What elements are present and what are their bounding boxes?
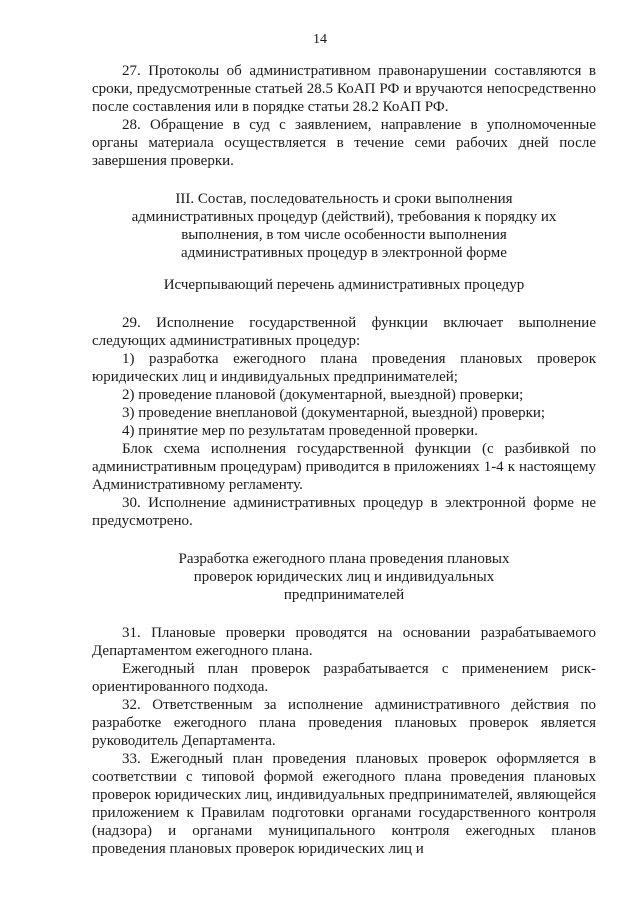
paragraph-28: 28. Обращение в суд с заявлением, направление в уполномоченные органы материала осуществляется в течение семи рабочих дней после завершения проверки. bbox=[92, 117, 596, 169]
document-body bbox=[92, 62, 596, 858]
page-number: 14 bbox=[313, 32, 327, 47]
list-item-3: 3) проведение внеплановой (документарной, выездной) проверки; bbox=[122, 405, 546, 421]
paragraph-31: 31. Плановые проверки проводятся на основании разрабатываемого Департаментом ежегодного плана. bbox=[92, 625, 596, 659]
list-item-4: 4) принятие мер по результатам проведенной проверки. bbox=[122, 423, 478, 439]
risk-approach-paragraph: Ежегодный план проверок разрабатывается с применением риск-ориентированного подхода. bbox=[92, 661, 596, 695]
paragraph-29: 29. Исполнение государственной функции включает выполнение следующих административных процедур: bbox=[92, 315, 596, 349]
subsection-title-annual-plan: Разработка ежегодного плана проведения плановых проверок юридических лиц и индивидуальных предпринимателей bbox=[178, 551, 510, 603]
paragraph-27: 27. Протоколы об административном правонарушении составляются в сроки, предусмотренные статьей 28.5 КоАП РФ и вручаются непосредственно после составления или в порядке статьи 28.2 КоАП РФ. bbox=[92, 63, 596, 115]
section-title: III. Состав, последовательность и сроки выполнения административных процедур (действий), требования к порядку их выполнения, в том числе особенности выполнения административных процедур в электронной форме bbox=[131, 191, 557, 261]
paragraph-32: 32. Ответственным за исполнение административного действия по разработке ежегодного плана проведения плановых проверок является руководитель Департамента. bbox=[92, 697, 596, 749]
paragraph-30: 30. Исполнение административных процедур в электронной форме не предусмотрено. bbox=[92, 495, 596, 529]
list-item-1: 1) разработка ежегодного плана проведения плановых проверок юридических лиц и индивидуальных предпринимателей; bbox=[92, 351, 596, 385]
block-scheme-paragraph: Блок схема исполнения государственной функции (с разбивкой по административным процедурам) приводится в приложениях 1-4 к настоящему Административному регламенту. bbox=[92, 441, 596, 493]
list-item-2: 2) проведение плановой (документарной, выездной) проверки; bbox=[122, 387, 524, 403]
paragraph-33: 33. Ежегодный план проведения плановых проверок оформляется в соответствии с типовой формой ежегодного плана проведения плановых проверок юридических лиц, индивидуальных предпринимателей, являющейся приложением к Правилам подготовки органами государственного контроля (надзора) и органами муниципального контроля ежегодных планов проведения плановых проверок юридических лиц и bbox=[92, 751, 596, 857]
subsection-title-procedures: Исчерпывающий перечень административных процедур bbox=[163, 277, 525, 293]
